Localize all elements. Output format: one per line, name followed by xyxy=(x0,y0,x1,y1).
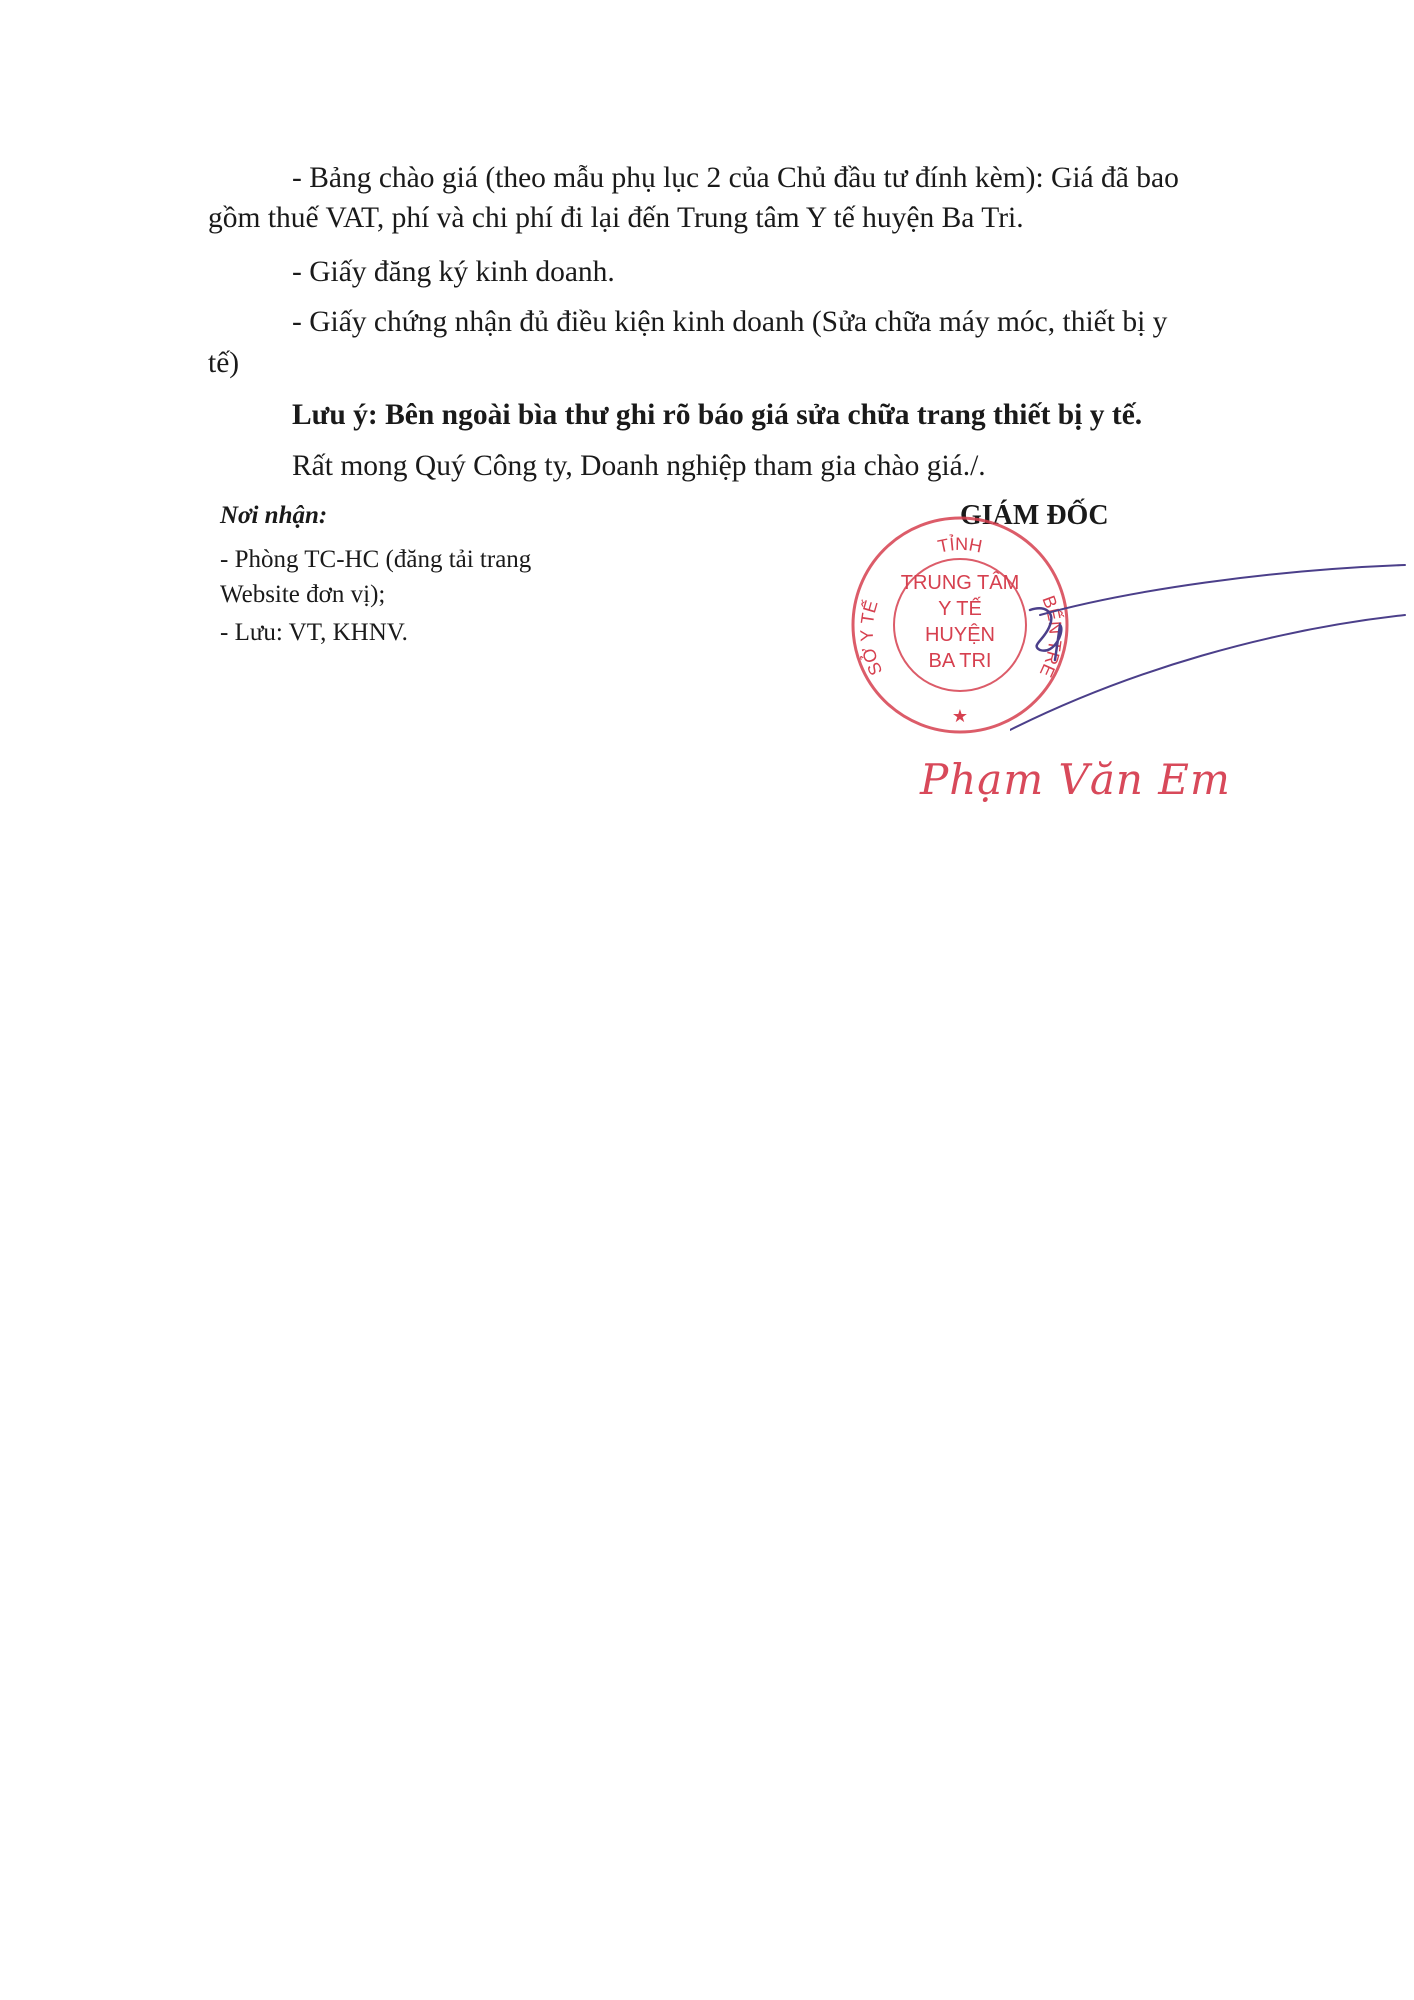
signer-title: GIÁM ĐỐC xyxy=(960,500,1109,531)
stamp-center-line2: Y TẾ xyxy=(938,598,982,620)
handwritten-signature xyxy=(1010,550,1410,750)
item-license: - Giấy đăng ký kinh doanh. xyxy=(292,256,615,288)
item-quote-line1: - Bảng chào giá (theo mẫu phụ lục 2 của Chủ đầu tư đính kèm): Giá đã bao xyxy=(292,162,1179,194)
recipient-line2: Website đơn vị); xyxy=(220,581,386,608)
stamp-ring-left: SỞ Y TẾ xyxy=(856,597,887,679)
signer-name: Phạm Văn Em xyxy=(920,755,1231,804)
recipient-line1: - Phòng TC-HC (đăng tải trang xyxy=(220,546,532,573)
stamp-center-line3: HUYỆN xyxy=(924,624,995,646)
recipients-title: Nơi nhận: xyxy=(220,502,328,529)
recipient-line3: - Lưu: VT, KHNV. xyxy=(220,619,408,646)
note-text: Lưu ý: Bên ngoài bìa thư ghi rõ báo giá sửa chữa trang thiết bị y tế. xyxy=(292,399,1143,431)
stamp-ring-top: TỈNH xyxy=(935,533,984,557)
item-quote-line2: gồm thuế VAT, phí và chi phí đi lại đến Trung tâm Y tế huyện Ba Tri. xyxy=(208,202,1024,234)
stamp-ring-right: BẾN TRE xyxy=(1035,592,1066,681)
stamp-center-line1: TRUNG TÂM xyxy=(900,572,1020,594)
item-cert-line2: tế) xyxy=(208,347,240,379)
stamp-star-icon: ★ xyxy=(951,706,969,726)
svg-text:TỈNH xyxy=(936,533,984,556)
item-cert-line1: - Giấy chứng nhận đủ điều kiện kinh doanh (Sửa chữa máy móc, thiết bị y xyxy=(292,306,1168,338)
stamp-center-line4: BA TRI xyxy=(928,650,992,672)
closing-text: Rất mong Quý Công ty, Doanh nghiệp tham gia chào giá./. xyxy=(292,450,986,482)
